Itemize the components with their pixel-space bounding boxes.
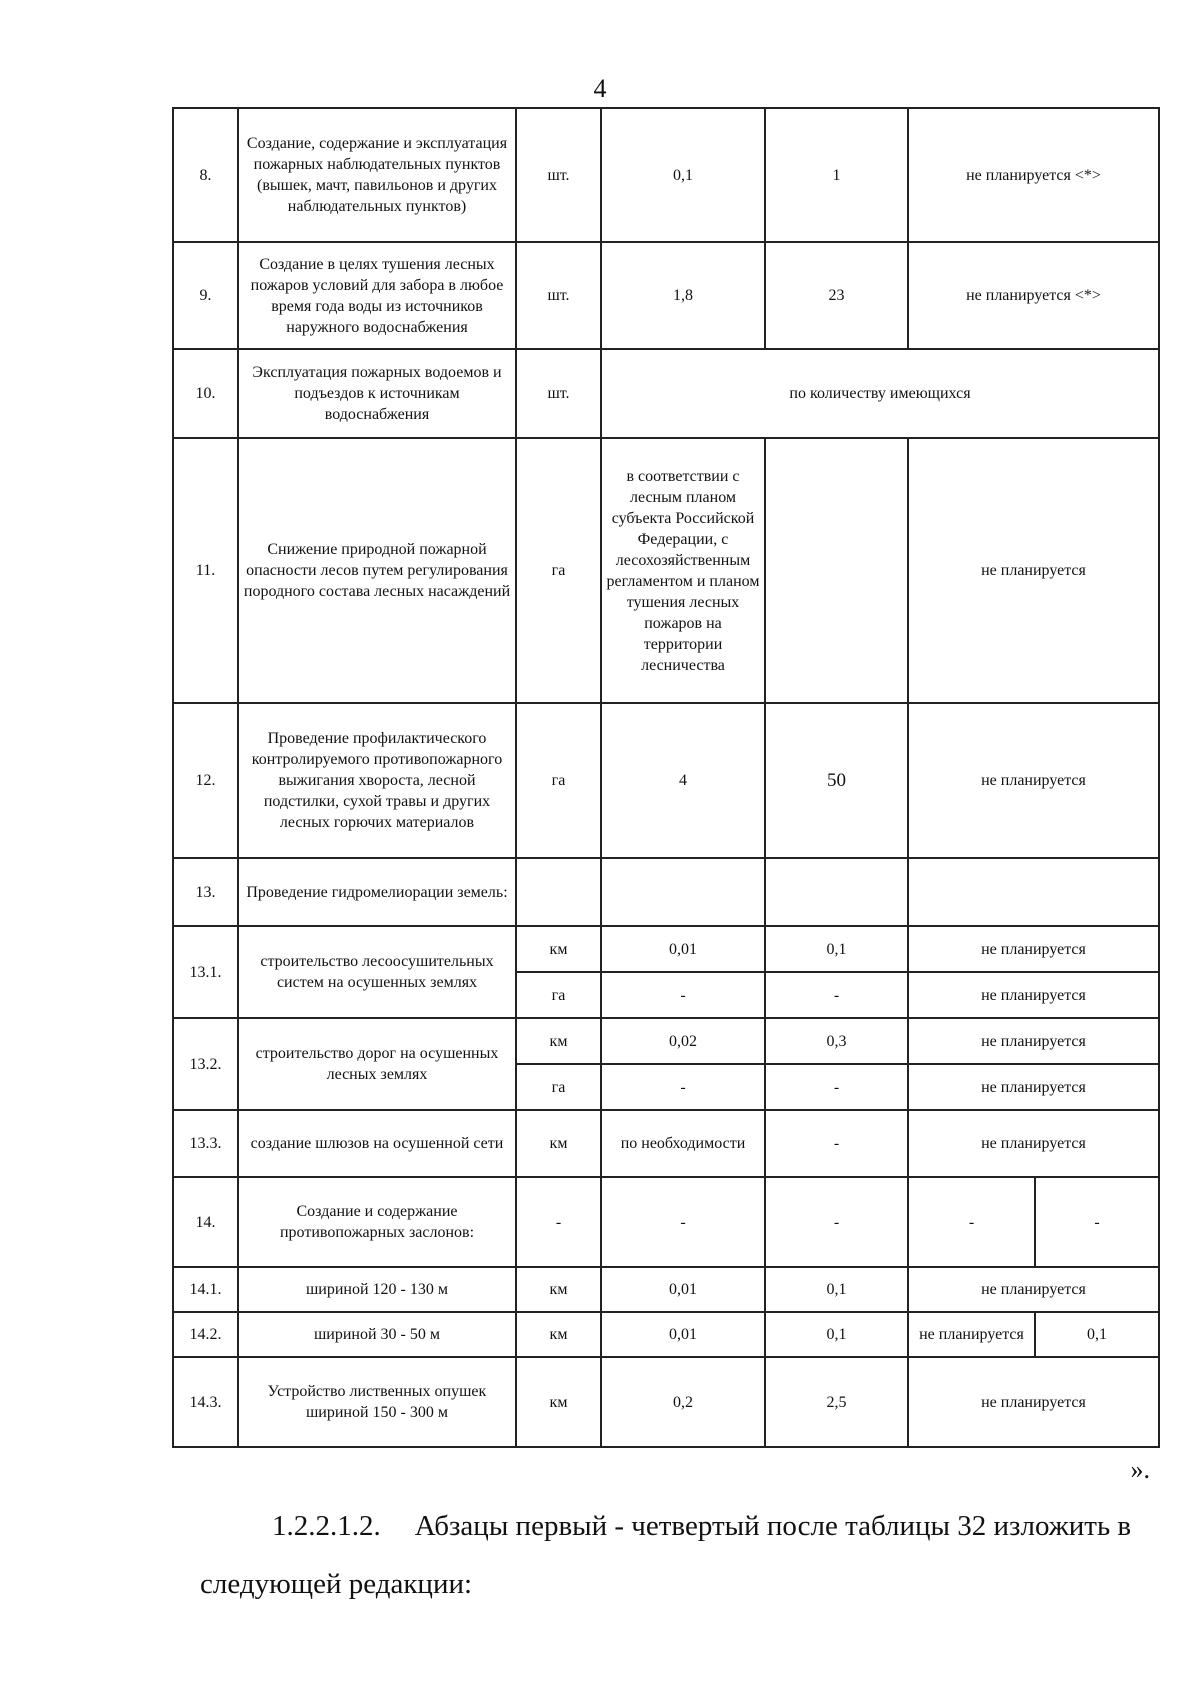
value-cell: 0,2 bbox=[601, 1357, 765, 1447]
row-number: 14. bbox=[173, 1177, 238, 1267]
table-row bbox=[173, 349, 1159, 438]
table-row bbox=[173, 1357, 1159, 1447]
value-cell: в соответствии с лесным планом субъекта Российской Федерации, с лесохозяйственным регламентом и планом тушения лесных пожаров на территории лесничества bbox=[601, 438, 765, 703]
measure-name: Проведение гидромелиорации земель: bbox=[238, 858, 516, 926]
plan-cell: не планируется bbox=[908, 1357, 1159, 1447]
table-row bbox=[173, 1018, 1159, 1064]
value-cell: - bbox=[765, 1064, 908, 1110]
unit-cell: шт. bbox=[516, 108, 601, 242]
value-cell: 0,1 bbox=[601, 108, 765, 242]
row-number: 13. bbox=[173, 858, 238, 926]
value-cell: 50 bbox=[765, 703, 908, 858]
plan-cell: - bbox=[908, 1177, 1035, 1267]
value-cell bbox=[765, 858, 908, 926]
table-row bbox=[173, 438, 1159, 703]
measure-name: строительство лесоосушительных систем на осушенных землях bbox=[238, 926, 516, 1018]
unit-cell bbox=[516, 858, 601, 926]
value-cell: 2,5 bbox=[765, 1357, 908, 1447]
unit-cell: км bbox=[516, 1110, 601, 1177]
value-cell: 0,3 bbox=[765, 1018, 908, 1064]
table-row bbox=[173, 858, 1159, 926]
unit-cell: - bbox=[516, 1177, 601, 1267]
paragraph-text: Абзацы первый - четвертый после таблицы 32 изложить в следующей редакции: bbox=[200, 1510, 1132, 1600]
row-number: 13.2. bbox=[173, 1018, 238, 1110]
measure-name: шириной 120 - 130 м bbox=[238, 1267, 516, 1312]
unit-cell: км bbox=[516, 926, 601, 972]
plan-cell: не планируется bbox=[908, 1267, 1159, 1312]
table-row bbox=[173, 242, 1159, 349]
measure-name: Эксплуатация пожарных водоемов и подъездов к источникам водоснабжения bbox=[238, 349, 516, 438]
plan-cell: не планируется bbox=[908, 703, 1159, 858]
value-cell: - bbox=[601, 1064, 765, 1110]
table-row bbox=[173, 108, 1159, 242]
table-row bbox=[173, 1110, 1159, 1177]
value-cell: - bbox=[765, 1110, 908, 1177]
value-cell: 1 bbox=[765, 108, 908, 242]
measure-name: Снижение природной пожарной опасности лесов путем регулирования породного состава лесных насаждений bbox=[238, 438, 516, 703]
unit-cell: км bbox=[516, 1267, 601, 1312]
measure-name: Создание в целях тушения лесных пожаров условий для забора в любое время года воды из источников наружного водоснабжения bbox=[238, 242, 516, 349]
unit-cell: км bbox=[516, 1312, 601, 1357]
unit-cell: га bbox=[516, 438, 601, 703]
plan-cell: не планируется bbox=[908, 1064, 1159, 1110]
amendment-paragraph bbox=[200, 1497, 1140, 1613]
table-row bbox=[173, 1177, 1159, 1267]
row-number: 14.2. bbox=[173, 1312, 238, 1357]
plan-cell bbox=[908, 858, 1159, 926]
merged-value-cell: по количеству имеющихся bbox=[601, 349, 1159, 438]
row-number: 13.1. bbox=[173, 926, 238, 1018]
unit-cell: га bbox=[516, 972, 601, 1018]
measure-name: Создание, содержание и эксплуатация пожарных наблюдательных пунктов (вышек, мачт, павильонов и других наблюдательных пунктов) bbox=[238, 108, 516, 242]
closing-quote-mark: ». bbox=[1130, 1455, 1150, 1484]
value-cell: 0,1 bbox=[765, 1267, 908, 1312]
plan-cell: 0,1 bbox=[1035, 1312, 1159, 1357]
value-cell bbox=[765, 438, 908, 703]
table-row bbox=[173, 703, 1159, 858]
plan-cell: не планируется <*> bbox=[908, 242, 1159, 349]
plan-cell: не планируется bbox=[908, 926, 1159, 972]
unit-cell: га bbox=[516, 1064, 601, 1110]
row-number: 10. bbox=[173, 349, 238, 438]
value-cell: 0,01 bbox=[601, 1267, 765, 1312]
measure-name: создание шлюзов на осушенной сети bbox=[238, 1110, 516, 1177]
table-row bbox=[173, 1267, 1159, 1312]
unit-cell: шт. bbox=[516, 349, 601, 438]
value-cell: 23 bbox=[765, 242, 908, 349]
row-number: 11. bbox=[173, 438, 238, 703]
plan-cell: не планируется bbox=[908, 1018, 1159, 1064]
value-cell: 0,02 bbox=[601, 1018, 765, 1064]
value-cell: - bbox=[601, 972, 765, 1018]
value-cell: 0,01 bbox=[601, 926, 765, 972]
plan-cell: не планируется bbox=[908, 438, 1159, 703]
unit-cell: га bbox=[516, 703, 601, 858]
plan-cell: не планируется bbox=[908, 972, 1159, 1018]
measure-name: строительство дорог на осушенных лесных землях bbox=[238, 1018, 516, 1110]
row-number: 9. bbox=[173, 242, 238, 349]
value-cell: 0,1 bbox=[765, 926, 908, 972]
measure-name: Устройство лиственных опушек шириной 150 - 300 м bbox=[238, 1357, 516, 1447]
value-cell: 0,01 bbox=[601, 1312, 765, 1357]
value-cell: 1,8 bbox=[601, 242, 765, 349]
row-number: 14.1. bbox=[173, 1267, 238, 1312]
value-cell: 4 bbox=[601, 703, 765, 858]
value-cell: 0,1 bbox=[765, 1312, 908, 1357]
value-cell bbox=[601, 858, 765, 926]
plan-cell: не планируется <*> bbox=[908, 108, 1159, 242]
value-cell: по необходимости bbox=[601, 1110, 765, 1177]
plan-cell: не планируется bbox=[908, 1110, 1159, 1177]
unit-cell: км bbox=[516, 1357, 601, 1447]
table-row bbox=[173, 1312, 1159, 1357]
paragraph-number: 1.2.2.1.2. bbox=[272, 1510, 381, 1542]
page-number: 4 bbox=[593, 74, 607, 103]
plan-cell: - bbox=[1035, 1177, 1159, 1267]
row-number: 14.3. bbox=[173, 1357, 238, 1447]
measure-name: Проведение профилактического контролируемого противопожарного выжигания хвороста, лесной подстилки, сухой травы и других лесных горючих материалов bbox=[238, 703, 516, 858]
row-number: 12. bbox=[173, 703, 238, 858]
unit-cell: км bbox=[516, 1018, 601, 1064]
value-cell: - bbox=[765, 972, 908, 1018]
table-row bbox=[173, 926, 1159, 972]
plan-cell: не планируется bbox=[908, 1312, 1035, 1357]
measure-name: Создание и содержание противопожарных заслонов: bbox=[238, 1177, 516, 1267]
measures-table bbox=[172, 107, 1160, 1448]
unit-cell: шт. bbox=[516, 242, 601, 349]
value-cell: - bbox=[765, 1177, 908, 1267]
value-cell: - bbox=[601, 1177, 765, 1267]
row-number: 13.3. bbox=[173, 1110, 238, 1177]
measure-name: шириной 30 - 50 м bbox=[238, 1312, 516, 1357]
row-number: 8. bbox=[173, 108, 238, 242]
